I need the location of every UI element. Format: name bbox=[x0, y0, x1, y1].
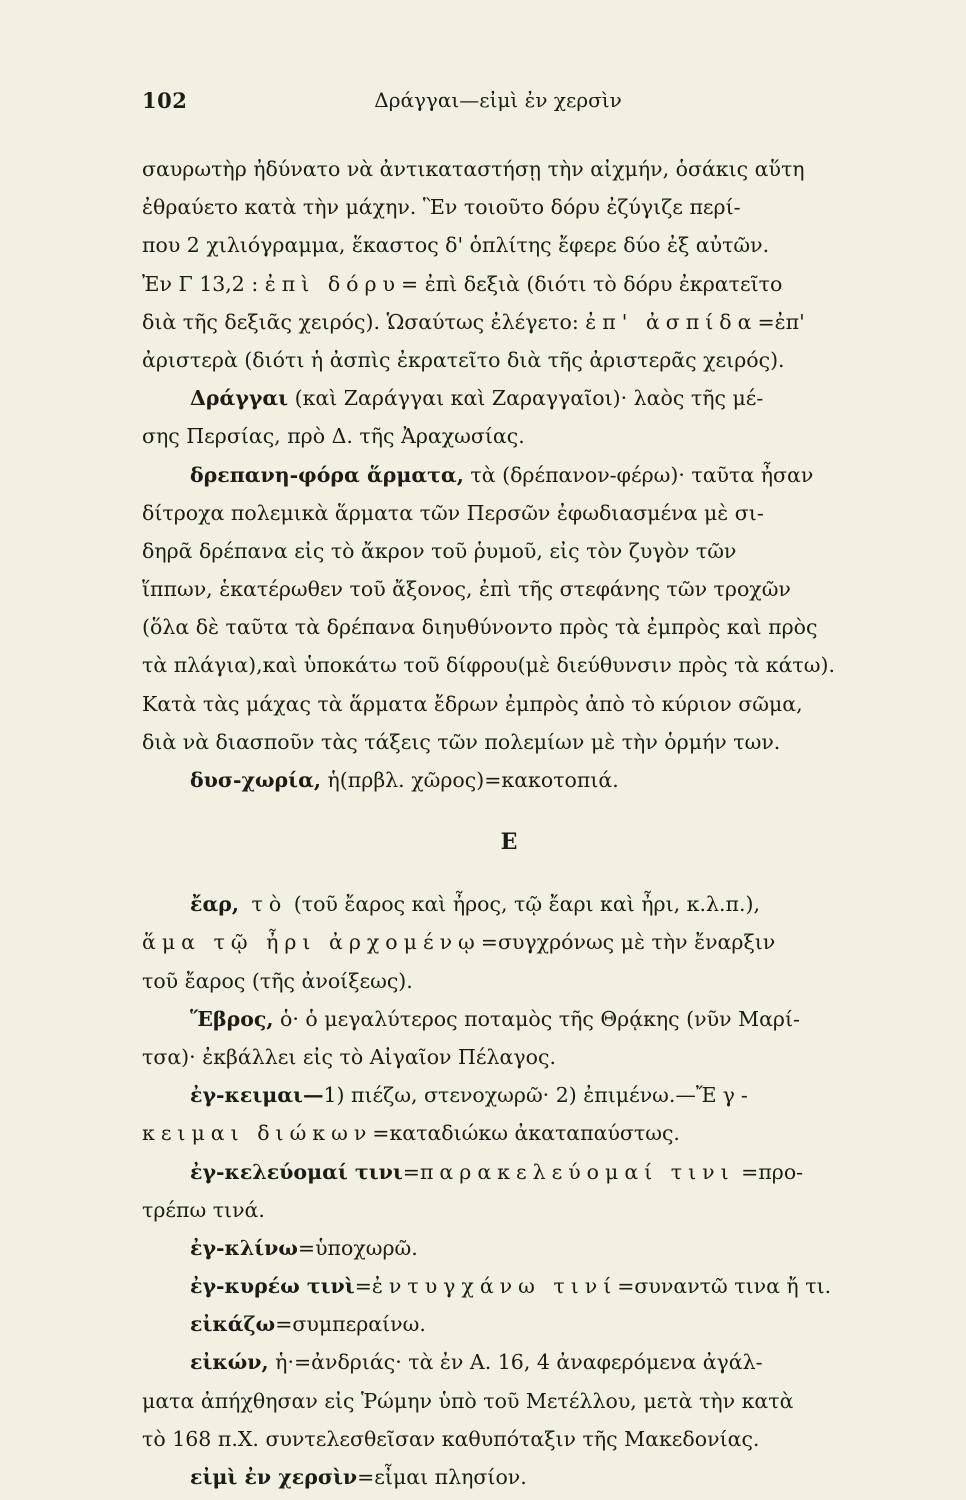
text-run: =ἐπ' bbox=[757, 309, 805, 334]
text-line bbox=[142, 923, 912, 961]
text-line: τοῦ ἔαρος (τῆς ἀνοίξεως). bbox=[142, 968, 413, 993]
spaced-phrase: παρακελεύομαί τινι bbox=[419, 1159, 735, 1184]
spaced-phrase: ἅμα τῷ ἦρι ἀρχομένῳ bbox=[142, 930, 481, 955]
headword: εἰκών, bbox=[190, 1350, 269, 1375]
headword: ἐγ-κειμαι— bbox=[190, 1083, 324, 1108]
text-run: = bbox=[354, 1274, 372, 1299]
text-run: Ἐν Γ 13,2 : bbox=[142, 271, 265, 296]
spaced-phrase: κειμαι διώκων bbox=[142, 1121, 373, 1146]
headword: εἰκάζω bbox=[190, 1312, 276, 1337]
text-line: Κατὰ τὰς μάχας τὰ ἅρματα ἔδρων ἐμπρὸς ἀπὸ τὸ κύριον σῶμα, bbox=[142, 691, 803, 716]
entry-drepanephora bbox=[142, 456, 912, 494]
entry-eikon bbox=[142, 1343, 912, 1381]
headword: ἐγ-κελεύομαί τινι bbox=[190, 1159, 403, 1184]
entry-dranggai bbox=[142, 379, 912, 417]
page-header bbox=[142, 88, 854, 124]
text-line: τσα)· ἐκβάλλει εἰς τὸ Αἰγαῖον Πέλαγος. bbox=[142, 1044, 556, 1069]
spaced-phrase: ἐπὶ δόρυ bbox=[264, 271, 402, 296]
text-run: = bbox=[402, 1159, 420, 1184]
definition: ἡ·=ἀνδριάς· τὰ ἐν Α. 16, 4 ἀναφερόμενα ἀγάλ- bbox=[268, 1350, 763, 1375]
text-line: ἀριστερὰ (διότι ἡ ἀσπὶς ἐκρατεῖτο διὰ τῆς ἀριστερᾶς χειρός). bbox=[142, 347, 785, 372]
definition: ὁ· ὁ μεγαλύτερος ποταμὸς τῆς Θρᾴκης (νῦν Μαρί- bbox=[273, 1006, 800, 1031]
headword: Ἕβρος, bbox=[190, 1006, 274, 1031]
definition: =εἶμαι πλησίον. bbox=[357, 1465, 527, 1489]
headword: δυσ-χωρία, bbox=[190, 768, 321, 792]
text-run: = ἐπὶ δεξιὰ (διότι τὸ δόρυ ἐκρατεῖτο bbox=[401, 271, 783, 296]
headword: ἐγ-κυρέω τινὶ bbox=[190, 1274, 355, 1299]
entry-eikazo bbox=[142, 1305, 912, 1343]
headword: ἔαρ, bbox=[190, 892, 240, 917]
text-line: σης Περσίας, πρὸ Δ. τῆς Ἀραχωσίας. bbox=[142, 424, 525, 449]
text-run: =συναντῶ τινα ἤ τι. bbox=[617, 1274, 832, 1299]
text-line: σαυρωτὴρ ἠδύνατο νὰ ἀντικαταστήσῃ τὴν αἰχμήν, ὁσάκις αὕτη bbox=[142, 157, 805, 181]
definition: 1) πιέζω, στενοχωρῶ· 2) ἐπιμένω.— bbox=[323, 1083, 696, 1108]
headword: δρεπανη-φόρα ἅρματα, bbox=[190, 462, 464, 487]
definition: =συμπεραίνω. bbox=[275, 1312, 426, 1337]
headword: Δράγγαι bbox=[190, 386, 289, 411]
entry-egklino bbox=[142, 1229, 912, 1267]
text-line: (ὅλα δὲ ταῦτα τὰ δρέπανα διηυθύνοντο πρὸς τὰ ἐμπρὸς καὶ πρὸς bbox=[142, 615, 818, 640]
running-head: Δράγγαι—εἰμὶ ἐν χερσὶν bbox=[374, 88, 622, 112]
text-line: που 2 χιλιόγραμμα, ἕκαστος δ' ὁπλίτης ἔφερε δύο ἐξ αὐτῶν. bbox=[142, 233, 770, 258]
definition: τὰ (δρέπανον-φέρω)· ταῦτα ἦσαν bbox=[463, 462, 814, 487]
text-run: διὰ τῆς δεξιᾶς χειρός). Ὡσαύτως ἐλέγετο: bbox=[142, 309, 586, 334]
spaced-phrase: ἐντυγχάνω τινί bbox=[371, 1274, 618, 1299]
entry-dyschoria bbox=[142, 761, 912, 799]
spaced-phrase: Ἔγ- bbox=[695, 1083, 754, 1108]
text-run: =προ- bbox=[734, 1159, 804, 1184]
entry-egkeimai bbox=[142, 1076, 912, 1114]
entry-eimi-en-chersin bbox=[142, 1458, 912, 1496]
headword: ἐγ-κλίνω bbox=[190, 1235, 298, 1260]
text-line: ἵππων, ἑκατέρωθεν τοῦ ἄξονος, ἐπὶ τῆς στεφάνης τῶν τροχῶν bbox=[142, 577, 791, 602]
entry-egkeleuomai bbox=[142, 1153, 912, 1191]
definition: =ὑποχωρῶ. bbox=[297, 1235, 418, 1260]
text-line bbox=[142, 303, 912, 341]
spaced-phrase: ἐπ' ἀσπίδα bbox=[585, 309, 758, 334]
page-number: 102 bbox=[142, 88, 188, 113]
text-line: τρέπω τινά. bbox=[142, 1197, 265, 1222]
text-run: =συγχρόνως μὲ τὴν ἔναρξιν bbox=[480, 930, 776, 955]
text-line: τὰ πλάγια),καὶ ὑποκάτω τοῦ δίφρου(μὲ διεύθυνσιν πρὸς τὰ κάτω). bbox=[142, 653, 835, 678]
text-line: ματα ἀπήχθησαν εἰς Ῥώμην ὑπὸ τοῦ Μετέλλου, μετὰ τὴν κατὰ bbox=[142, 1388, 794, 1413]
definition: (καὶ Ζαράγγαι καὶ Ζαραγγαῖοι)· λαὸς τῆς μέ- bbox=[288, 386, 764, 411]
definition: ἡ(πρβλ. χῶρος)=κακοτοπιά. bbox=[321, 768, 619, 792]
text-run: =καταδιώκω ἀκαταπαύστως. bbox=[372, 1121, 680, 1146]
body-text bbox=[142, 150, 912, 1496]
text-line: ἐθραύετο κατὰ τὴν μάχην. Ἓν τοιοῦτο δόρυ ἐζύγιζε περί- bbox=[142, 195, 741, 220]
text-line bbox=[142, 265, 912, 303]
text-line: τὸ 168 π.Χ. συντελεσθεῖσαν καθυπόταξιν τῆς Μακεδονίας. bbox=[142, 1426, 760, 1451]
entry-ear bbox=[142, 885, 912, 923]
entry-egkyreo bbox=[142, 1267, 912, 1305]
text-line bbox=[142, 1114, 912, 1152]
text-line: δηρᾶ δρέπανα εἰς τὸ ἄκρον τοῦ ῥυμοῦ, εἰς τὸν ζυγὸν τῶν bbox=[142, 538, 737, 563]
text-line: διὰ νὰ διασποῦν τὰς τάξεις τῶν πολεμίων μὲ τὴν ὁρμήν των. bbox=[142, 729, 781, 754]
entry-evros bbox=[142, 1000, 912, 1038]
section-letter: Ε bbox=[500, 829, 518, 856]
spaced-phrase: τὸ bbox=[239, 892, 288, 917]
text-line: δίτροχα πολεμικὰ ἅρματα τῶν Περσῶν ἐφωδιασμένα μὲ σι- bbox=[142, 500, 764, 525]
definition: (τοῦ ἔαρος καὶ ἦρος, τῷ ἔαρι καὶ ἦρι, κ.λ.π.), bbox=[287, 892, 761, 917]
headword: εἰμὶ ἐν χερσὶν bbox=[190, 1465, 358, 1489]
